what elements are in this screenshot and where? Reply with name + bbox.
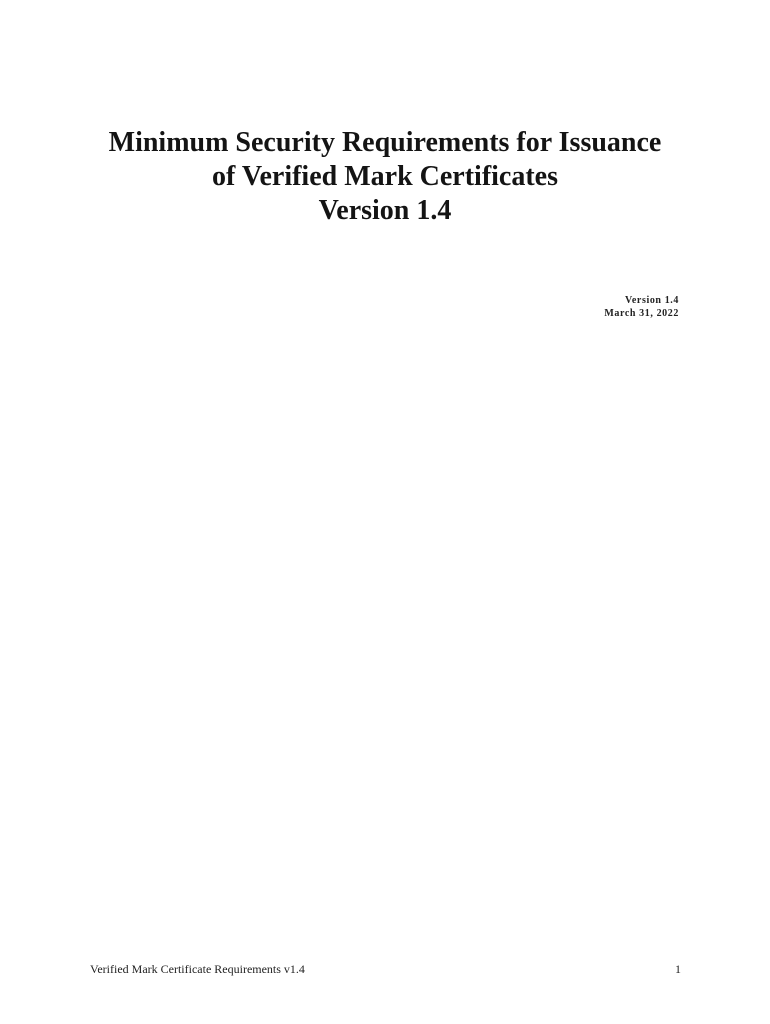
title-line-2: of Verified Mark Certificates xyxy=(212,161,558,192)
document-title xyxy=(60,126,710,228)
version-info xyxy=(604,294,679,320)
page-number: 1 xyxy=(675,962,681,976)
version-label: Version 1.4 xyxy=(624,295,679,306)
document-date: March 31, 2022 xyxy=(604,308,679,319)
footer-title: Verified Mark Certificate Requirements v1.4 xyxy=(90,962,305,976)
title-line-1: Minimum Security Requirements for Issuance xyxy=(108,127,662,158)
title-line-3: Version 1.4 xyxy=(318,195,452,226)
